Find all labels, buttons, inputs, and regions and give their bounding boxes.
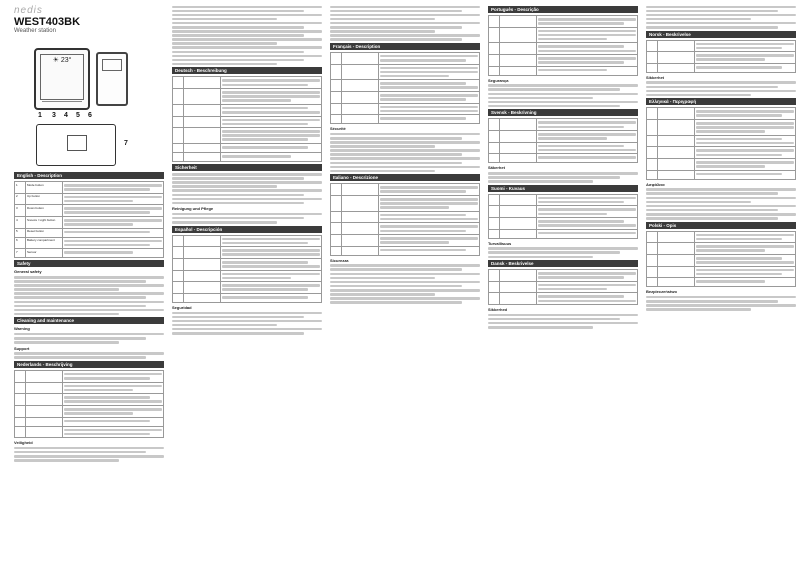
section-danish: Dansk - Beskrivelse: [488, 260, 638, 267]
subhead-veiligheid: Veiligheid: [14, 440, 33, 446]
row-number: 3: [15, 205, 26, 217]
table-row: [173, 104, 322, 116]
subhead-sikkerhed: Sikkerhed: [488, 307, 508, 313]
row-number: 7: [15, 249, 26, 258]
row-key: Down button: [26, 205, 63, 217]
spec-table-en: [14, 181, 164, 258]
subhead-sicurezza: Sicurezza: [330, 257, 349, 263]
table-row: [647, 120, 796, 136]
table-row: [489, 270, 638, 282]
table-row: [15, 382, 164, 394]
row-desc: [63, 228, 164, 237]
table-row: [173, 270, 322, 282]
table-row: [331, 80, 480, 92]
spec-table-da: [488, 269, 638, 305]
callout-6: 6: [88, 112, 92, 119]
section-finnish: Suomi - Kuvaus: [488, 185, 638, 192]
table-row: [173, 247, 322, 259]
weather-station-illustration: [34, 48, 90, 110]
table-row: [15, 217, 164, 229]
column-4: [488, 4, 638, 567]
table-row: [331, 92, 480, 104]
table-row: [173, 77, 322, 89]
callout-5: 5: [76, 112, 80, 119]
display-screen: ☀ 23°: [40, 54, 84, 100]
row-key: Reset button: [26, 228, 63, 237]
table-row: [15, 417, 164, 426]
table-row: [489, 281, 638, 293]
table-row: [489, 194, 638, 206]
spec-table-sv: [488, 118, 638, 163]
table-row: [173, 258, 322, 270]
table-row: [173, 144, 322, 153]
section-portuguese: Português - Descrição: [488, 6, 638, 13]
table-row: [647, 52, 796, 64]
table-row: [489, 43, 638, 55]
table-row: [489, 218, 638, 230]
table-row: [173, 282, 322, 294]
column-2: [172, 4, 322, 567]
table-row: [331, 235, 480, 247]
table-row: [173, 128, 322, 144]
row-desc: [63, 249, 164, 258]
table-row: [331, 115, 480, 124]
table-row: [647, 135, 796, 147]
table-row: [15, 193, 164, 205]
table-row: [647, 278, 796, 287]
table-row: [15, 205, 164, 217]
table-row: [331, 184, 480, 196]
callout-3: 3: [52, 112, 56, 119]
row-desc: [63, 193, 164, 205]
table-row: [173, 294, 322, 303]
table-row: [331, 223, 480, 235]
row-key: Mode button: [26, 182, 63, 194]
section-spanish: Español - Descripción: [172, 226, 322, 233]
section-english: English - Description: [14, 172, 164, 179]
subhead-warning: Warning: [14, 326, 30, 332]
table-row: [489, 293, 638, 305]
section-french: Français - Description: [330, 43, 480, 50]
table-row: [647, 40, 796, 52]
spec-table-es: [172, 235, 322, 303]
row-desc: [63, 205, 164, 217]
table-row: [331, 64, 480, 80]
row-desc: [63, 237, 164, 249]
table-row: [647, 108, 796, 120]
table-row: [489, 206, 638, 218]
table-row: [489, 66, 638, 75]
table-row: [15, 237, 164, 249]
column-5: [646, 4, 796, 567]
table-row: [15, 182, 164, 194]
table-row: [331, 52, 480, 64]
table-row: [489, 131, 638, 143]
back-panel-illustration: [36, 124, 116, 166]
subhead-bezpieczenstwo: Bezpieczeństwo: [646, 289, 677, 295]
row-desc: [63, 182, 164, 194]
outdoor-sensor-illustration: [96, 52, 128, 106]
subhead-reinigung: Reinigung und Pflege: [172, 206, 214, 212]
row-key: Snooze / Light button: [26, 217, 63, 229]
table-row: [647, 170, 796, 179]
spec-table-it: [330, 183, 480, 256]
row-number: 4: [15, 217, 26, 229]
spec-table-de: [172, 76, 322, 162]
sensor-screen: [102, 59, 122, 71]
model-number: WEST403BK: [14, 16, 81, 28]
row-key: Up button: [26, 193, 63, 205]
subhead-sakerhet: Säkerhet: [488, 165, 505, 171]
battery-compartment: [67, 135, 87, 151]
row-key: Sensor: [26, 249, 63, 258]
table-row: [15, 426, 164, 438]
callout-1: 1: [38, 112, 42, 119]
subhead-securite: Sécurité: [330, 126, 346, 132]
row-number: 5: [15, 228, 26, 237]
table-row: [173, 89, 322, 105]
row-key: Battery compartment: [26, 237, 63, 249]
subhead-general-safety: General safety: [14, 269, 42, 275]
row-number: 2: [15, 193, 26, 205]
table-row: [15, 249, 164, 258]
section-german: Deutsch - Beschreibung: [172, 67, 322, 74]
subhead-turvallisuus: Turvallisuus: [488, 240, 512, 246]
table-row: [647, 63, 796, 72]
row-number: 1: [15, 182, 26, 194]
spec-table-fi: [488, 194, 638, 239]
section-italian: Italiano - Descrizione: [330, 174, 480, 181]
section-sicherheit: Sicherheit: [172, 164, 322, 171]
table-row: [331, 211, 480, 223]
section-safety: Safety: [14, 260, 164, 267]
section-norwegian: Norsk - Beskrivelse: [646, 31, 796, 38]
table-row: [15, 228, 164, 237]
table-row: [647, 231, 796, 243]
column-3: [330, 4, 480, 567]
table-row: [15, 394, 164, 406]
section-greek: Ελληνικά - Περιγραφή: [646, 98, 796, 105]
section-dutch: Nederlands - Beschrijving: [14, 361, 164, 368]
section-polish: Polski - Opis: [646, 222, 796, 229]
product-subtitle: Weather station: [14, 28, 56, 34]
table-row: [489, 16, 638, 28]
table-row: [331, 103, 480, 115]
subhead-seguridad: Seguridad: [172, 305, 192, 310]
subhead-asfaleia: Ασφάλεια: [646, 181, 665, 187]
section-cleaning: Cleaning and maintenance: [14, 317, 164, 324]
spec-table-pl: [646, 231, 796, 288]
table-row: [173, 116, 322, 128]
spec-table-no: [646, 40, 796, 73]
table-row: [489, 142, 638, 154]
spec-table-fr: [330, 52, 480, 125]
table-row: [15, 405, 164, 417]
table-row: [647, 159, 796, 171]
table-row: [15, 370, 164, 382]
table-row: [331, 196, 480, 212]
table-row: [489, 229, 638, 238]
table-row: [331, 246, 480, 255]
spec-table-nl: [14, 370, 164, 438]
table-row: [647, 243, 796, 255]
button-row: [42, 101, 82, 106]
column-1: [14, 170, 164, 567]
spec-table-el: [646, 107, 796, 180]
subhead-sikkerhet: Sikkerhet: [646, 74, 665, 80]
section-swedish: Svensk - Beskrivning: [488, 109, 638, 116]
spec-table-pt: [488, 15, 638, 76]
brand-logo: nedis: [14, 5, 43, 16]
table-row: [647, 266, 796, 278]
row-desc: [63, 217, 164, 229]
subhead-seguranca: Segurança: [488, 77, 509, 83]
table-row: [489, 119, 638, 131]
table-row: [647, 147, 796, 159]
table-row: [647, 254, 796, 266]
callout-7: 7: [124, 140, 128, 147]
row-number: 6: [15, 237, 26, 249]
table-row: [489, 27, 638, 43]
table-row: [173, 153, 322, 162]
table-row: [489, 154, 638, 163]
table-row: [489, 55, 638, 67]
table-row: [173, 235, 322, 247]
callout-4: 4: [64, 112, 68, 119]
subhead-support: Support: [14, 345, 30, 351]
